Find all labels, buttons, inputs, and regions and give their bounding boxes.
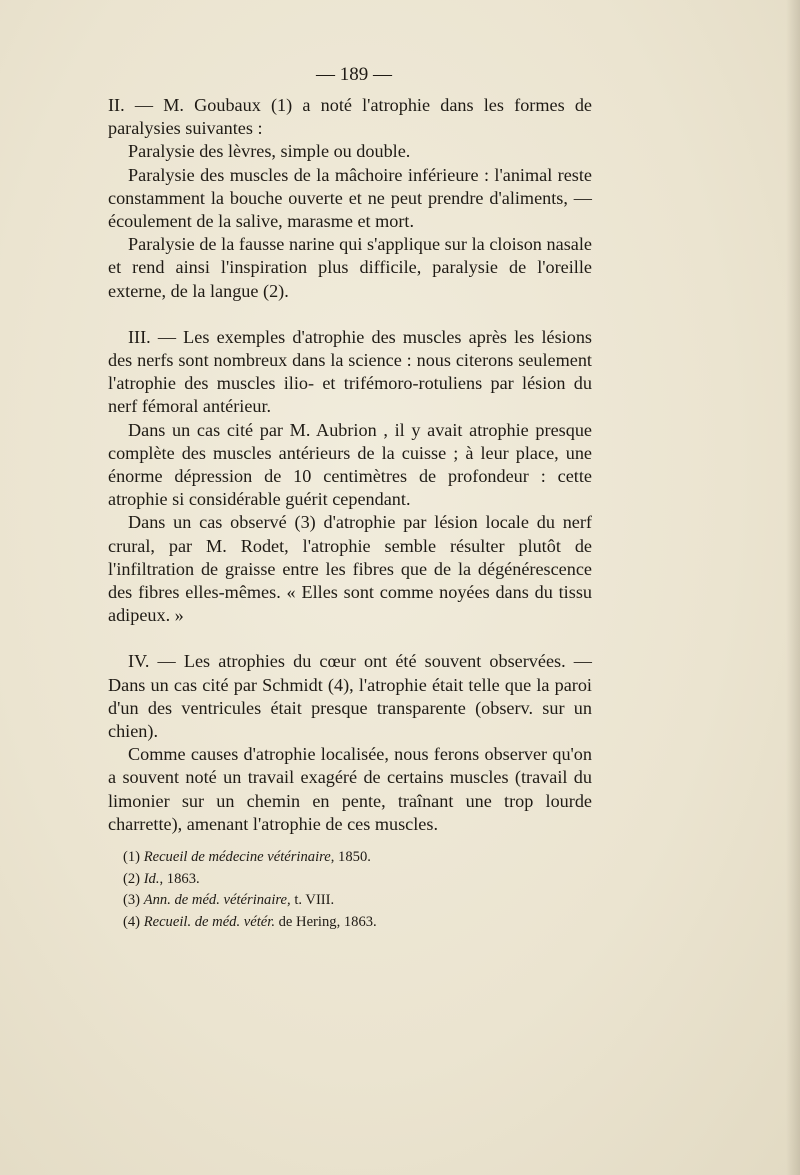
footnote-detail: , 1850. (330, 849, 371, 865)
paragraph-section-iv: IV. — Les atrophies du cœur ont été souvent observées. — Dans un cas cité par Schmidt (4), l'atrophie était telle que la paroi d'un des ventricules était presque transparente (observ. sur un chien). (108, 651, 592, 742)
footnote-item (123, 847, 583, 869)
footnote-number: (4) (123, 913, 141, 930)
footnote-number: (2) (123, 870, 141, 887)
paragraph-causes: Comme causes d'atrophie localisée, nous ferons observer qu'on a souvent noté un travail exagéré de certains muscles (travail du limonier sur un chemin en pente, traînant une trop lourde charrette), amenant l'atrophie de ces muscles. (108, 744, 592, 834)
paragraph-rodet: Dans un cas observé (3) d'atrophie par lésion locale du nerf crural, par M. Rodet, l'atrophie semble résulter plutôt de l'infiltration de graisse entre les fibres que de la dégénérescence des fibres elles-mêmes. « Elles sont comme noyées dans du tissu adipeux. » (108, 512, 592, 626)
footnote-source: Recueil. de méd. vétér. (143, 913, 275, 930)
footnote-item (123, 912, 583, 934)
footnote-item (123, 890, 583, 912)
main-text (108, 62, 592, 836)
footnote-source: Recueil de médecine vétérinaire (143, 849, 331, 865)
section-gap (108, 627, 592, 650)
footnote-number: (1) (123, 849, 141, 865)
footnotes (123, 847, 583, 933)
paragraph-section-ii: II. — M. Goubaux (1) a noté l'atrophie dans les formes de paralysies suivantes : (108, 95, 592, 139)
footnote-source: Id. (143, 870, 160, 887)
paragraph-fausse-narine: Paralysie de la fausse narine qui s'applique sur la cloison nasale et rend ainsi l'inspiration plus difficile, paralysie de l'oreille externe, de la langue (2). (108, 234, 592, 301)
footnote-detail: , t. VIII. (287, 892, 335, 909)
paragraph-aubrion: Dans un cas cité par M. Aubrion , il y avait atrophie presque complète des muscles antérieurs de la cuisse ; à leur place, une énorme dépression de 10 centimètres de profondeur : cette atrophie si considérable guérit cependant. (108, 419, 592, 510)
footnote-detail: , 1863. (159, 870, 200, 887)
page-edge-shadow (786, 0, 800, 1175)
paragraph-machoire: Paralysie des muscles de la mâchoire inférieure : l'animal reste constamment la bouche ouverte et ne peut prendre d'aliments, — écoulement de la salive, marasme et mort. (108, 164, 592, 232)
footnote-source: Ann. de méd. vétérinaire (143, 892, 288, 909)
paragraph-levres: Paralysie des lèvres, simple ou double. (128, 141, 411, 162)
paragraph-section-iii: III. — Les exemples d'atrophie des muscles après les lésions des nerfs sont nombreux dans la science : nous citerons seulement l'atrophie des muscles ilio- et trifémoro-rotuliens par lésion du nerf fémoral antérieur. (108, 326, 592, 417)
footnote-item (123, 869, 583, 891)
footnote-detail: de Hering, 1863. (274, 913, 377, 930)
page-number: — 189 — (316, 64, 392, 85)
section-gap (108, 303, 592, 326)
footnote-number: (3) (123, 892, 141, 909)
